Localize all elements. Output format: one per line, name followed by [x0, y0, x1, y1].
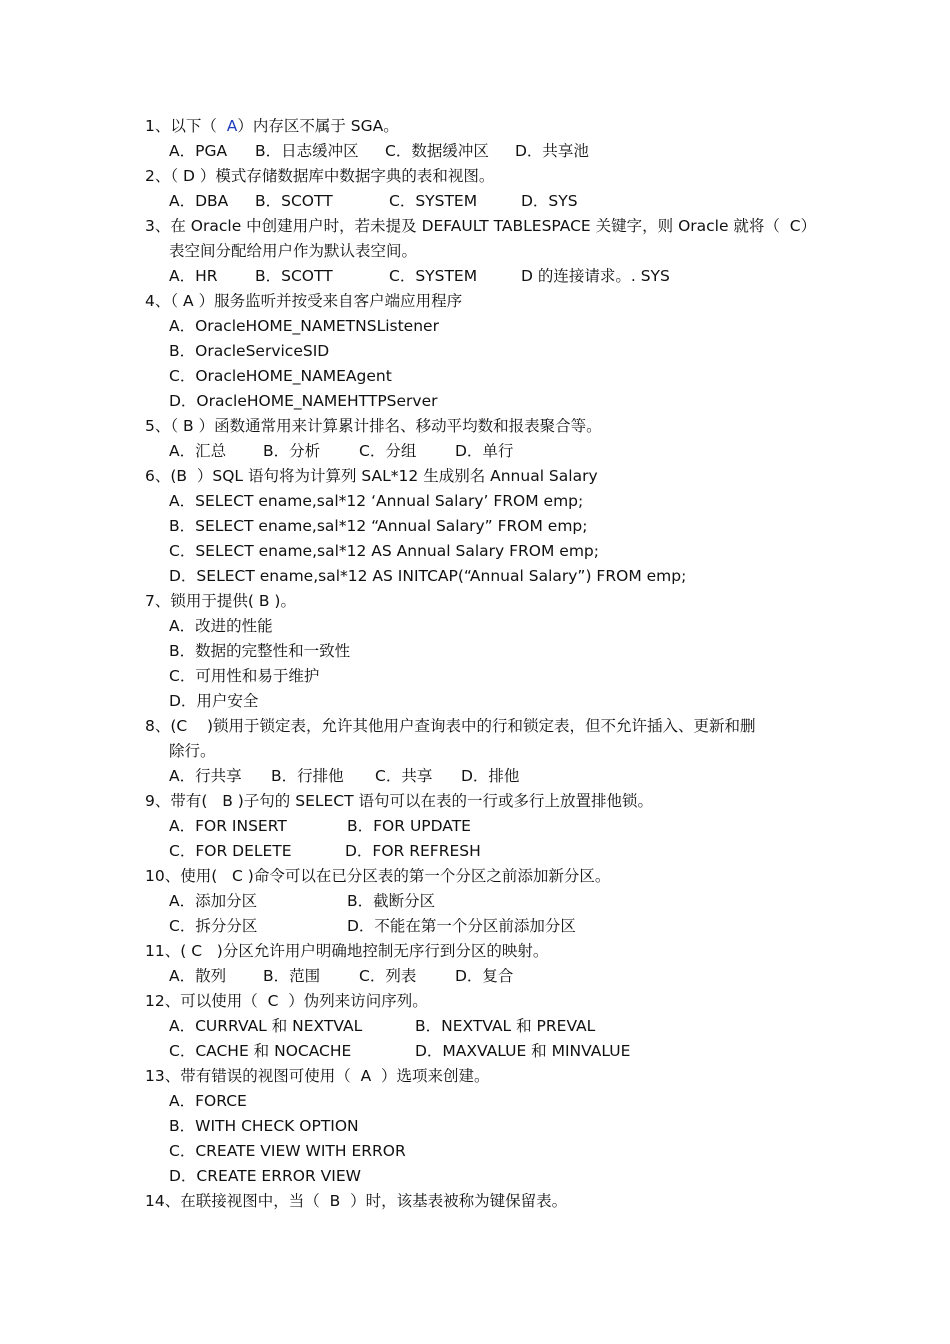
answer-option: C．数据缓冲区: [385, 142, 489, 160]
answer-options-line: [145, 1089, 825, 1114]
question-text: 10、使用( C )命令可以在已分区表的第一个分区之前添加新分区。: [145, 867, 611, 885]
answer-option: D．FOR REFRESH: [345, 842, 481, 860]
answer-option: B．范围: [263, 967, 321, 985]
answer-options-line: [145, 814, 825, 839]
answer-option: D．OracleHOME_NAMEHTTPServer: [169, 392, 438, 410]
answer-options-line: [145, 439, 825, 464]
answer-option: A．CURRVAL 和 NEXTVAL: [169, 1017, 363, 1035]
answer-option: A．FORCE: [169, 1092, 247, 1110]
question-line: [145, 1064, 825, 1089]
answer-option: C．FOR DELETE: [169, 842, 292, 860]
question-text: 13、带有错误的视图可使用（ A ）选项来创建。: [145, 1067, 490, 1085]
answer-option: B．行排他: [271, 767, 344, 785]
answer-option: D．CREATE ERROR VIEW: [169, 1167, 361, 1185]
question-text: 1、以下（: [145, 117, 227, 135]
answer-option: A．添加分区: [169, 892, 258, 910]
question-text: 表空间分配给用户作为默认表空间。: [169, 242, 418, 260]
answer-option: D．单行: [455, 442, 514, 460]
answer-highlight: A: [226, 117, 238, 135]
answer-option: D．SYS: [521, 192, 578, 210]
answer-options-line: [145, 514, 825, 539]
question-text: 11、( C )分区允许用户明确地控制无序行到分区的映射。: [145, 942, 549, 960]
question-list: [145, 114, 825, 1214]
answer-options-line: [145, 614, 825, 639]
question-text: 除行。: [169, 742, 216, 760]
answer-option: D．不能在第一个分区前添加分区: [347, 917, 576, 935]
answer-options-line: [145, 1139, 825, 1164]
answer-option: C．共享: [375, 767, 433, 785]
question-line: [145, 1189, 825, 1214]
question-continuation: [145, 239, 825, 264]
question-line: [145, 989, 825, 1014]
question-text: 5、（ B ）函数通常用来计算累计排名、移动平均数和报表聚合等。: [145, 417, 602, 435]
answer-option: B．NEXTVAL 和 PREVAL: [415, 1017, 596, 1035]
answer-option: A．PGA: [169, 142, 228, 160]
question-line: [145, 714, 825, 739]
answer-options-line: [145, 139, 825, 164]
answer-options-line: [145, 914, 825, 939]
answer-options-line: [145, 1164, 825, 1189]
answer-option: A．OracleHOME_NAMETNSListener: [169, 317, 439, 335]
answer-option: D．用户安全: [169, 692, 259, 710]
question-text: 6、(B ）SQL 语句将为计算列 SAL*12 生成别名 Annual Salary: [145, 467, 598, 485]
answer-option: D．复合: [455, 967, 514, 985]
answer-option: B．截断分区: [347, 892, 436, 910]
answer-option: C．拆分分区: [169, 917, 258, 935]
answer-option: A．SELECT ename,sal*12 ‘Annual Salary’ FROM emp;: [169, 492, 584, 510]
question-line: [145, 289, 825, 314]
question-text: 12、可以使用（ C ）伪列来访问序列。: [145, 992, 428, 1010]
answer-option: A．HR: [169, 267, 218, 285]
answer-options-line: [145, 1039, 825, 1064]
answer-options-line: [145, 389, 825, 414]
question-continuation: [145, 739, 825, 764]
question-line: [145, 789, 825, 814]
question-text: 14、在联接视图中，当（ B ）时，该基表被称为键保留表。: [145, 1192, 568, 1210]
answer-options-line: [145, 189, 825, 214]
answer-options-line: [145, 689, 825, 714]
answer-option: B．WITH CHECK OPTION: [169, 1117, 359, 1135]
answer-option: B．SCOTT: [255, 192, 333, 210]
answer-options-line: [145, 889, 825, 914]
answer-option: D 的连接请求。. SYS: [521, 267, 670, 285]
answer-option: C．OracleHOME_NAMEAgent: [169, 367, 392, 385]
answer-option: B．FOR UPDATE: [347, 817, 471, 835]
question-text: 4、（ A ）服务监听并按受来自客户端应用程序: [145, 292, 463, 310]
answer-options-line: [145, 264, 825, 289]
answer-option: C．CACHE 和 NOCACHE: [169, 1042, 352, 1060]
answer-option: D．排他: [461, 767, 520, 785]
question-text: ）内存区不属于 SGA。: [237, 117, 399, 135]
answer-options-line: [145, 839, 825, 864]
answer-option: B．数据的完整性和一致性: [169, 642, 351, 660]
question-line: [145, 214, 825, 239]
answer-option: C．分组: [359, 442, 417, 460]
question-line: [145, 114, 825, 139]
answer-options-line: [145, 1114, 825, 1139]
answer-options-line: [145, 664, 825, 689]
answer-option: B．分析: [263, 442, 321, 460]
answer-option: D．MAXVALUE 和 MINVALUE: [415, 1042, 631, 1060]
answer-option: B．SCOTT: [255, 267, 333, 285]
answer-options-line: [145, 489, 825, 514]
answer-option: B．日志缓冲区: [255, 142, 359, 160]
question-line: [145, 464, 825, 489]
question-text: 8、(C )锁用于锁定表，允许其他用户查询表中的行和锁定表，但不允许插入、更新和删: [145, 717, 756, 735]
answer-option: D．SELECT ename,sal*12 AS INITCAP(“Annual Salary”) FROM emp;: [169, 567, 687, 585]
answer-options-line: [145, 539, 825, 564]
question-line: [145, 589, 825, 614]
answer-option: A．改进的性能: [169, 617, 273, 635]
answer-options-line: [145, 1014, 825, 1039]
answer-options-line: [145, 364, 825, 389]
question-text: 9、带有( B )子句的 SELECT 语句可以在表的一行或多行上放置排他锁。: [145, 792, 654, 810]
answer-options-line: [145, 339, 825, 364]
answer-option: A．行共享: [169, 767, 242, 785]
answer-option: C．SELECT ename,sal*12 AS Annual Salary FROM emp;: [169, 542, 599, 560]
answer-options-line: [145, 964, 825, 989]
answer-options-line: [145, 564, 825, 589]
question-line: [145, 864, 825, 889]
question-line: [145, 164, 825, 189]
answer-option: C．可用性和易于维护: [169, 667, 320, 685]
answer-option: B．OracleServiceSID: [169, 342, 330, 360]
answer-option: C．CREATE VIEW WITH ERROR: [169, 1142, 406, 1160]
answer-option: C．SYSTEM: [389, 192, 478, 210]
question-text: 7、锁用于提供( B )。: [145, 592, 296, 610]
answer-options-line: [145, 314, 825, 339]
answer-option: B．SELECT ename,sal*12 “Annual Salary” FROM emp;: [169, 517, 588, 535]
answer-option: A．FOR INSERT: [169, 817, 287, 835]
answer-option: A．DBA: [169, 192, 229, 210]
answer-option: C．SYSTEM: [389, 267, 478, 285]
question-text: 2、（ D ）模式存储数据库中数据字典的表和视图。: [145, 167, 495, 185]
answer-option: D．共享池: [515, 142, 589, 160]
question-line: [145, 939, 825, 964]
answer-options-line: [145, 639, 825, 664]
answer-option: C．列表: [359, 967, 417, 985]
question-line: [145, 414, 825, 439]
answer-option: A．散列: [169, 967, 227, 985]
answer-option: A．汇总: [169, 442, 227, 460]
question-text: 3、在 Oracle 中创建用户时，若未提及 DEFAULT TABLESPACE 关键字，则 Oracle 就将（ C）: [145, 217, 817, 235]
answer-options-line: [145, 764, 825, 789]
